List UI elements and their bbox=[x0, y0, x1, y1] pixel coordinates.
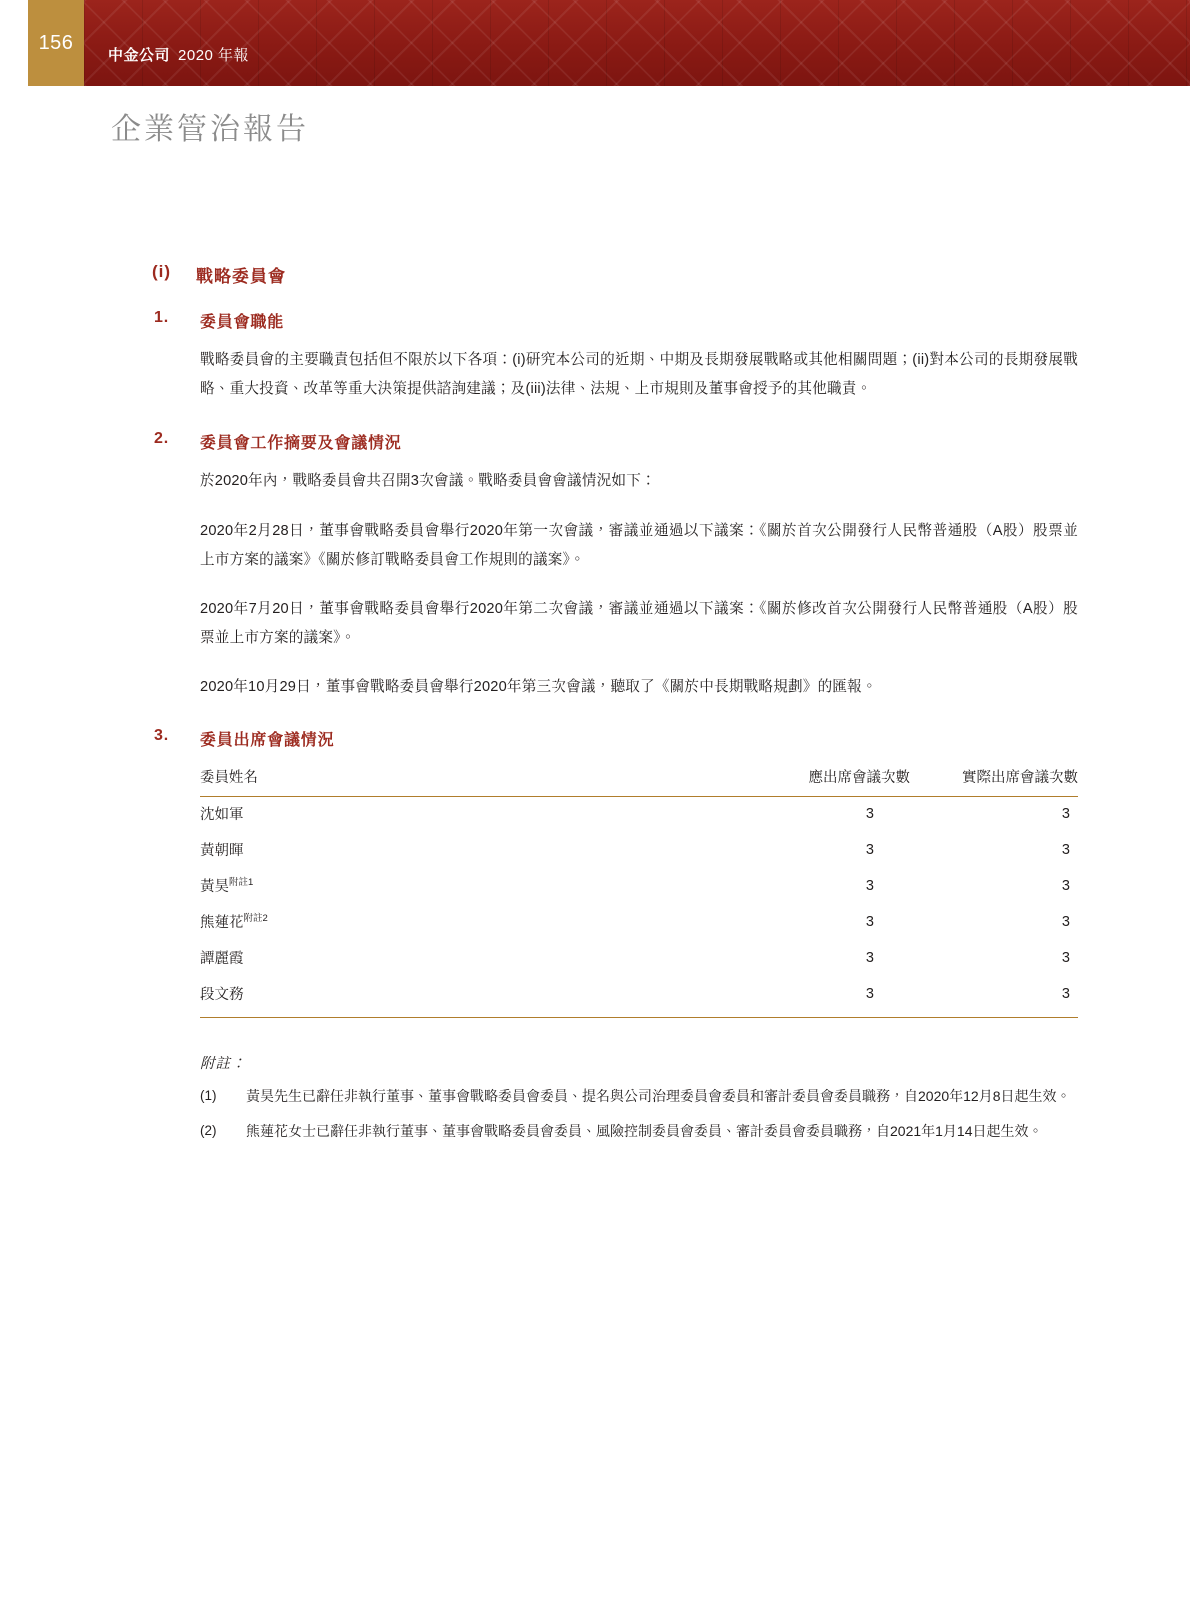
meetings-due-cell: 3 bbox=[865, 841, 874, 858]
header-running-title bbox=[108, 44, 249, 65]
meetings-due-cell: 3 bbox=[865, 913, 874, 930]
member-name: 黃昊 bbox=[200, 878, 229, 895]
footnote-number: (1) bbox=[200, 1087, 217, 1103]
meetings-attended-cell: 3 bbox=[1061, 877, 1070, 894]
page-header bbox=[0, 0, 1190, 86]
section-label: 戰略委員會 bbox=[196, 267, 286, 286]
attendance-table bbox=[200, 764, 1078, 1018]
header-company-name: 中金公司 bbox=[108, 47, 171, 64]
item-3-title: 委員出席會議情況 bbox=[200, 731, 335, 749]
member-name: 譚麗霞 bbox=[200, 950, 244, 967]
item-work-summary-and-meetings bbox=[154, 430, 1078, 702]
footnote-item bbox=[200, 1118, 1078, 1145]
item-1-heading bbox=[154, 309, 1078, 332]
member-name: 熊蓮花 bbox=[200, 914, 244, 931]
page-content bbox=[0, 262, 1190, 1153]
attendance-table-head bbox=[200, 764, 1078, 797]
member-note-ref: 附註2 bbox=[243, 912, 268, 924]
member-name-cell bbox=[200, 869, 742, 905]
header-report-year: 2020 年報 bbox=[178, 47, 250, 64]
table-header-row bbox=[200, 764, 1078, 797]
footnotes bbox=[200, 1052, 1078, 1146]
item-attendance bbox=[154, 726, 1078, 1146]
item-2-number: 2. bbox=[154, 430, 169, 448]
table-row bbox=[200, 869, 1078, 905]
item-1-title: 委員會職能 bbox=[200, 314, 285, 331]
attendance-table-body bbox=[200, 796, 1078, 1017]
table-row bbox=[200, 833, 1078, 869]
item-committee-functions bbox=[154, 309, 1078, 404]
header-pattern-background bbox=[84, 0, 1190, 86]
footnote-number: (2) bbox=[200, 1122, 217, 1138]
meetings-due-cell: 3 bbox=[865, 877, 874, 894]
footnotes-title: 附註： bbox=[200, 1055, 247, 1072]
item-1-number: 1. bbox=[154, 309, 169, 326]
item-3-heading bbox=[154, 726, 1078, 750]
item-1-paragraph-1: 戰略委員會的主要職責包括但不限於以下各項：(i)研究本公司的近期、中期及長期發展戰略或其他相關問題；(ii)對本公司的長期發展戰略、重大投資、改革等重大決策提供諮詢建議；及(iii)法律、法規、上市規則及董事會授予的其他職責。 bbox=[200, 352, 1078, 398]
meetings-due-cell: 3 bbox=[865, 805, 874, 822]
footnote-text: 熊蓮花女士已辭任非執行董事、董事會戰略委員會委員、風險控制委員會委員、審計委員會委員職務，自2021年1月14日起生效。 bbox=[246, 1122, 1043, 1139]
page-title: 企業管治報告 bbox=[111, 112, 309, 147]
item-2-title: 委員會工作摘要及會議情況 bbox=[200, 435, 402, 453]
member-name-cell bbox=[200, 977, 742, 1018]
meetings-attended-cell: 3 bbox=[1061, 841, 1070, 858]
table-row bbox=[200, 977, 1078, 1018]
meetings-attended-cell: 3 bbox=[1061, 949, 1070, 966]
meetings-attended-cell: 3 bbox=[1061, 913, 1070, 930]
page-number-badge: 156 bbox=[28, 0, 84, 86]
meetings-due-cell: 3 bbox=[742, 977, 910, 1018]
column-header-meetings-attended: 實際出席會議次數 bbox=[910, 764, 1078, 797]
section-marker: (i) bbox=[152, 262, 172, 281]
footnote-text: 黃昊先生已辭任非執行董事、董事會戰略委員會委員、提名與公司治理委員會委員和審計委員會委員職務，自2020年12月8日起生效。 bbox=[246, 1087, 1071, 1104]
section-heading-strategy-committee bbox=[152, 262, 1190, 287]
member-name-cell bbox=[200, 941, 742, 977]
member-name-cell bbox=[200, 905, 742, 941]
item-2-paragraph-2: 2020年2月28日，董事會戰略委員會舉行2020年第一次會議，審議並通過以下議案：《關於首次公開發行人民幣普通股（A股）股票並上市方案的議案》《關於修訂戰略委員會工作規則的議案》。 bbox=[200, 522, 1078, 568]
footnote-item bbox=[200, 1083, 1078, 1110]
member-name-cell bbox=[200, 833, 742, 869]
member-note-ref: 附註1 bbox=[229, 876, 254, 888]
member-name: 段文務 bbox=[200, 986, 244, 1003]
table-row bbox=[200, 941, 1078, 977]
item-2-paragraph-4: 2020年10月29日，董事會戰略委員會舉行2020年第三次會議，聽取了《關於中長期戰略規劃》的匯報。 bbox=[200, 679, 877, 696]
item-2-paragraph-3: 2020年7月20日，董事會戰略委員會舉行2020年第二次會議，審議並通過以下議案：《關於修改首次公開發行人民幣普通股（A股）股票並上市方案的議案》。 bbox=[200, 600, 1078, 647]
meetings-due-cell: 3 bbox=[865, 949, 874, 966]
table-row bbox=[200, 796, 1078, 833]
member-name: 沈如軍 bbox=[200, 806, 244, 823]
column-header-member-name: 委員姓名 bbox=[200, 764, 742, 797]
meetings-attended-cell: 3 bbox=[1061, 805, 1070, 822]
member-name-cell bbox=[200, 796, 742, 833]
meetings-attended-cell: 3 bbox=[910, 977, 1078, 1018]
item-3-number: 3. bbox=[154, 726, 169, 744]
item-2-paragraph-1: 於2020年內，戰略委員會共召開3次會議。戰略委員會會議情況如下： bbox=[200, 473, 656, 490]
column-header-meetings-due: 應出席會議次數 bbox=[742, 764, 910, 797]
member-name: 黃朝暉 bbox=[200, 842, 244, 859]
item-2-heading bbox=[154, 430, 1078, 453]
table-row bbox=[200, 905, 1078, 941]
